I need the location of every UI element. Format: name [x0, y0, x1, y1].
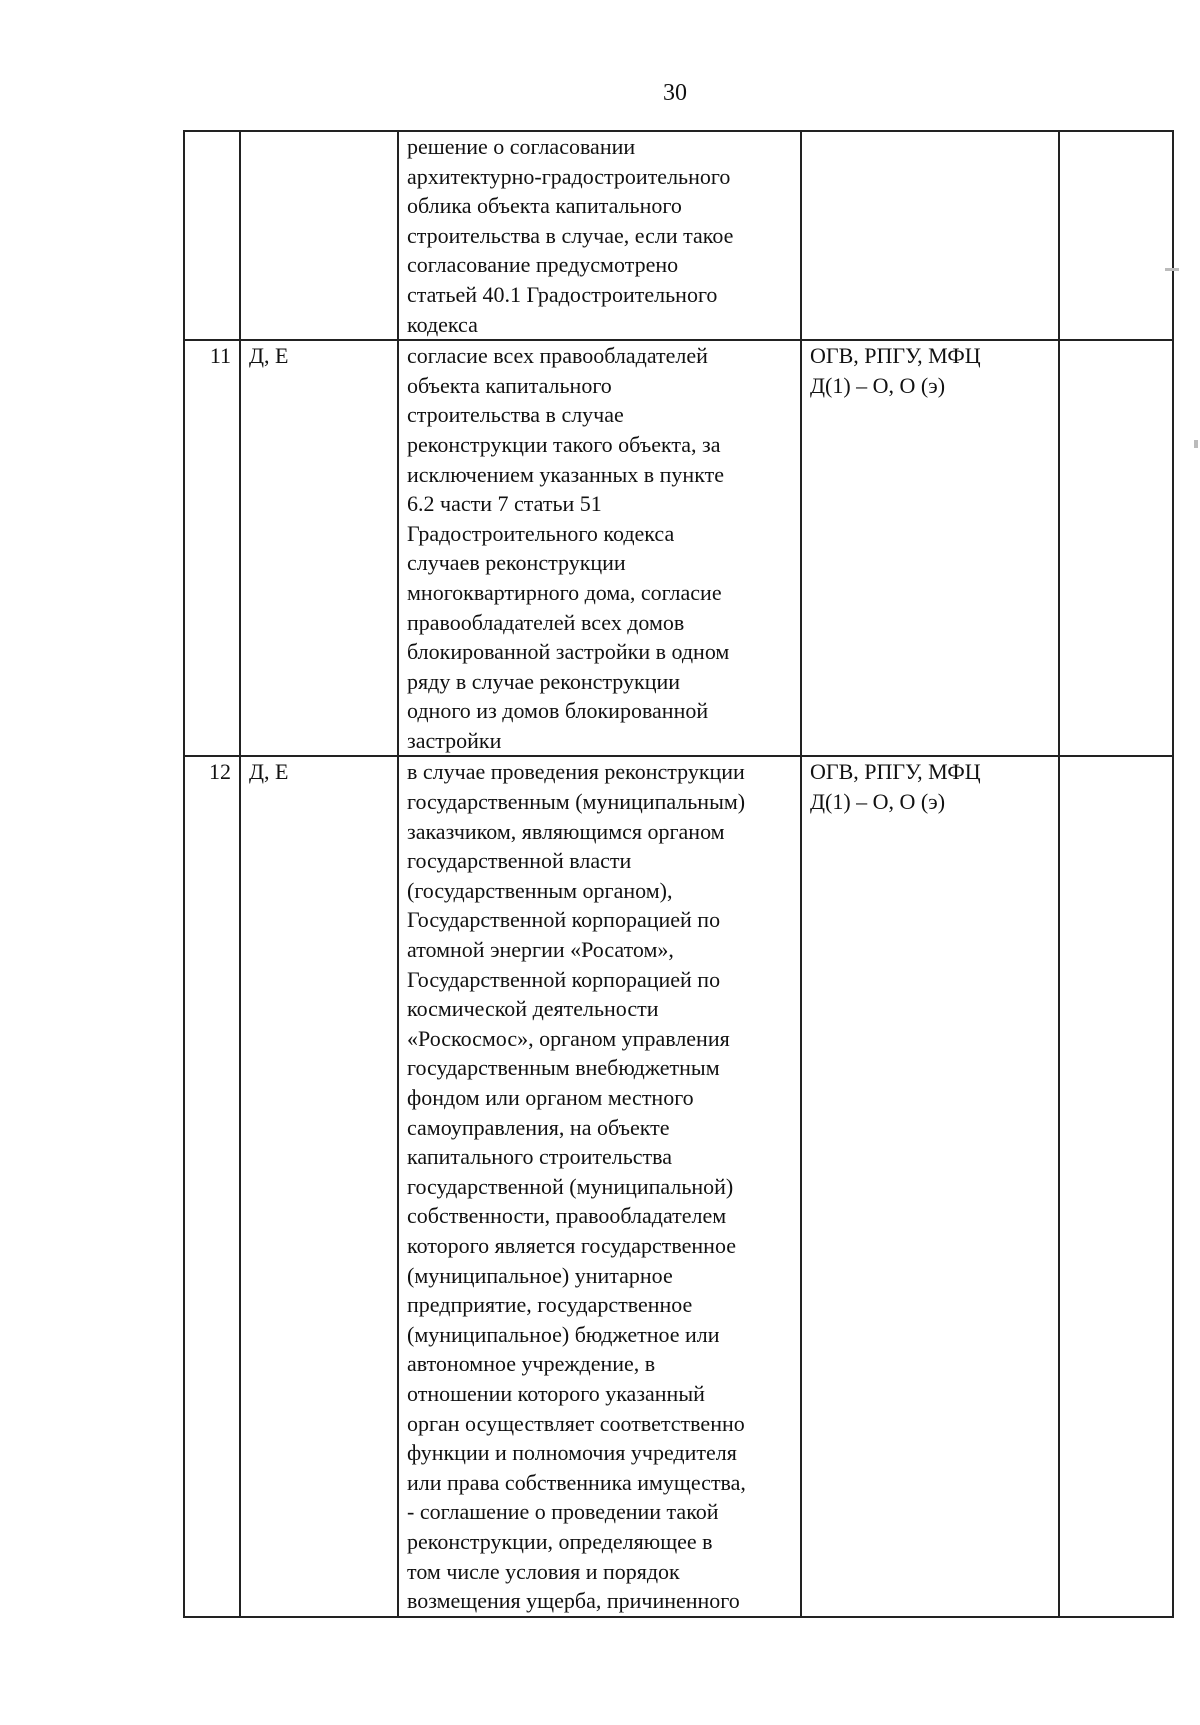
- row-codes: Д, Е: [240, 756, 398, 1616]
- description-line: государственным (муниципальным): [407, 789, 746, 815]
- scan-artifact: [1165, 268, 1179, 271]
- row-codes: Д, Е: [240, 340, 398, 756]
- submission-channels: [801, 756, 1059, 1616]
- description-line: космической деятельности: [407, 996, 659, 1022]
- description-line: правообладателей всех домов: [407, 609, 685, 635]
- row-number: 11: [184, 340, 240, 756]
- description-line: функции и полномочия учредителя: [407, 1440, 737, 1466]
- description-line: капитального строительства: [407, 1144, 673, 1170]
- description-line: кодекса: [407, 311, 478, 337]
- description-line: заказчиком, являющимся органом: [407, 818, 725, 844]
- description-line: ряду в случае реконструкции: [407, 668, 681, 694]
- description-line: согласие всех правообладателей: [407, 343, 708, 369]
- page-number: 30: [663, 80, 687, 106]
- channel-line: ОГВ, РПГУ, МФЦ: [810, 343, 981, 369]
- description-line: случаев реконструкции: [407, 550, 626, 576]
- description-line: «Роскосмос», органом управления: [407, 1025, 730, 1051]
- document-description: [398, 131, 801, 340]
- row-codes: [240, 131, 398, 340]
- description-line: объекта капитального: [407, 372, 612, 398]
- description-line: отношении которого указанный: [407, 1380, 705, 1406]
- description-line: Государственной корпорацией по: [407, 966, 721, 992]
- channel-line: ОГВ, РПГУ, МФЦ: [810, 759, 981, 785]
- description-line: одного из домов блокированной: [407, 698, 709, 724]
- table-body: [184, 131, 1173, 1617]
- description-line: реконструкции такого объекта, за: [407, 431, 721, 457]
- description-line: облика объекта капитального: [407, 193, 682, 219]
- description-line: фондом или органом местного: [407, 1085, 694, 1110]
- description-line: государственной власти: [407, 848, 632, 874]
- description-line: или права собственника имущества,: [407, 1469, 746, 1495]
- description-line: в случае проведения реконструкции: [407, 759, 745, 785]
- row-note: [1059, 131, 1173, 340]
- description-line: строительства в случае: [407, 402, 624, 428]
- description-line: 6.2 части 7 статьи 51: [407, 491, 602, 517]
- description-line: государственным внебюджетным: [407, 1055, 720, 1081]
- description-line: Градостроительного кодекса: [407, 520, 675, 546]
- description-line: государственной (муниципальной): [407, 1173, 734, 1199]
- table-row: [184, 340, 1173, 756]
- channel-line: Д(1) – О, О (э): [810, 372, 946, 398]
- description-line: возмещения ущерба, причиненного: [407, 1588, 740, 1614]
- description-line: реконструкции, определяющее в: [407, 1528, 713, 1554]
- document-table: [183, 130, 1174, 1618]
- channel-line: Д(1) – О, О (э): [810, 789, 946, 815]
- scan-artifact: [1194, 440, 1198, 448]
- table-row: [184, 131, 1173, 340]
- document-description: [398, 340, 801, 756]
- description-line: предприятие, государственное: [407, 1292, 693, 1318]
- description-line: (муниципальное) бюджетное или: [407, 1321, 720, 1347]
- description-line: том числе условия и порядок: [407, 1558, 680, 1584]
- description-line: решение о согласовании: [407, 134, 636, 159]
- description-line: статьей 40.1 Градостроительного: [407, 281, 718, 307]
- description-line: самоуправления, на объекте: [407, 1114, 670, 1140]
- submission-channels: [801, 340, 1059, 756]
- document-description: [398, 756, 801, 1616]
- row-number: 12: [184, 756, 240, 1616]
- description-line: (муниципальное) унитарное: [407, 1262, 673, 1288]
- description-line: (государственным органом),: [407, 877, 673, 903]
- description-line: автономное учреждение, в: [407, 1351, 656, 1377]
- description-line: архитектурно-градостроительного: [407, 163, 731, 189]
- description-line: застройки: [407, 727, 502, 753]
- description-line: которого является государственное: [407, 1232, 736, 1258]
- description-line: Государственной корпорацией по: [407, 907, 721, 933]
- submission-channels: [801, 131, 1059, 340]
- row-note: [1059, 340, 1173, 756]
- description-line: исключением указанных в пункте: [407, 461, 724, 487]
- description-line: собственности, правообладателем: [407, 1203, 727, 1229]
- description-line: - соглашение о проведении такой: [407, 1499, 719, 1525]
- description-line: атомной энергии «Росатом»,: [407, 937, 674, 963]
- description-line: строительства в случае, если такое: [407, 222, 734, 248]
- description-line: блокированной застройки в одном: [407, 639, 730, 665]
- row-note: [1059, 756, 1173, 1616]
- table-row: [184, 756, 1173, 1616]
- row-number: [184, 131, 240, 340]
- description-line: орган осуществляет соответственно: [407, 1410, 745, 1436]
- description-line: многоквартирного дома, согласие: [407, 579, 722, 605]
- description-line: согласование предусмотрено: [407, 252, 679, 278]
